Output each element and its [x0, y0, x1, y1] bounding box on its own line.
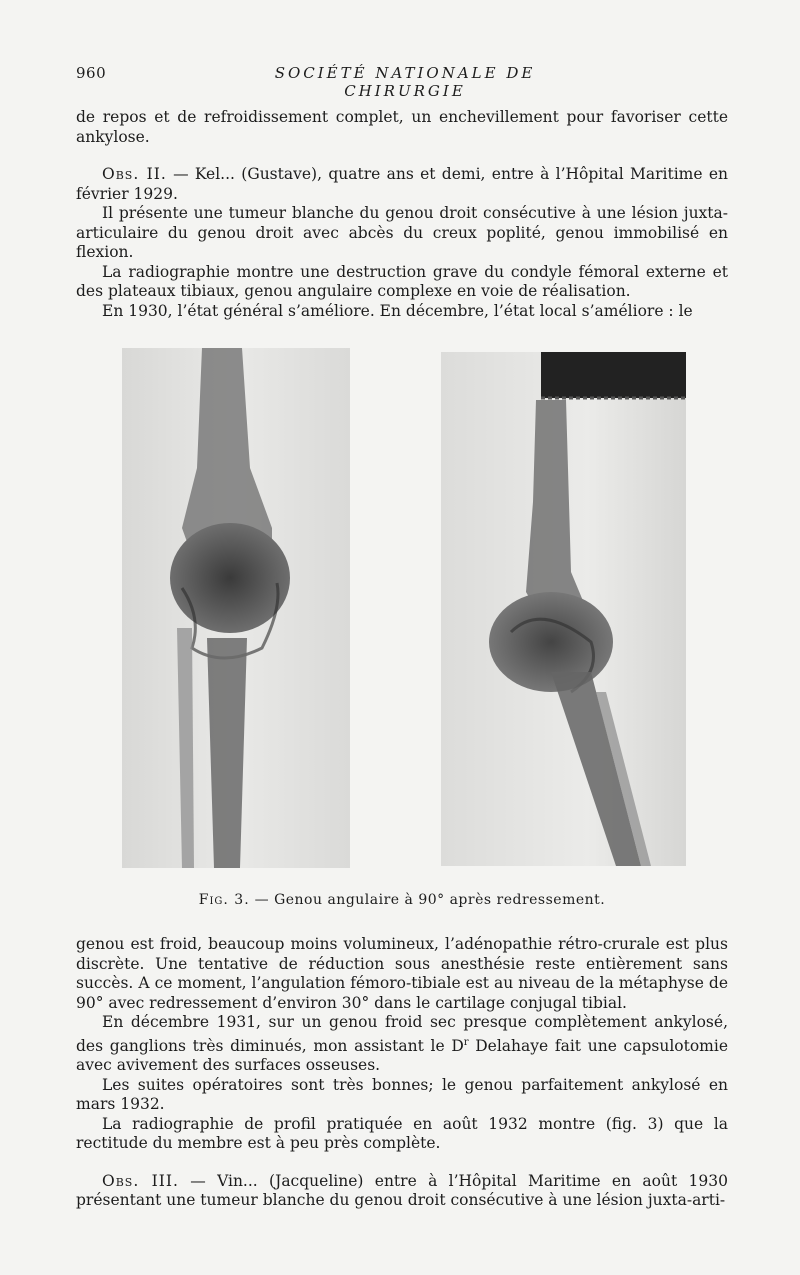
figure-caption-text: — Genou angulaire à 90° après redressement. — [249, 892, 606, 908]
observation-text: — Vin... (Jacqueline) entre à l’Hôpital Maritime en août 1930 présentant une tumeur blanche du genou droit consécutive à une lésion juxta-arti- — [76, 1171, 728, 1210]
paragraph: Les suites opératoires sont très bonnes; le genou parfaitement ankylosé en mars 1932. — [76, 1075, 728, 1114]
superscript: r — [463, 1036, 469, 1048]
paragraph: Il présente une tumeur blanche du genou droit consécutive à une lésion juxta-articulaire du genou droit avec abcès du creux poplité, genou immobilisé en flexion. — [76, 204, 728, 261]
paragraph: genou est froid, beaucoup moins volumineux, l’adénopathie rétro-crurale est plus discrète. Une tentative de réduction sous anesthésie reste entièrement sans succès. A ce moment, l’angulation fémoro-tibiale est au niveau de la métaphyse de 90° avec redressement d’environ 30° dans le cartilage conjugal tibial. — [76, 935, 728, 1012]
paragraph-text: En décembre 1931, sur un genou froid sec presque complètement ankylosé, des ganglions très diminués, mon assistant le D — [76, 1013, 728, 1055]
top-text-block — [76, 108, 728, 321]
paragraph: La radiographie montre une destruction grave du condyle fémoral externe et des plateaux tibiaux, genou angulaire complexe en voie de réalisation. — [76, 262, 728, 300]
bottom-text-block — [76, 935, 728, 1211]
paragraph: La radiographie de profil pratiquée en août 1932 montre (fig. 3) que la rectitude du membre est à peu près complète. — [76, 1114, 728, 1153]
figure-label: Fig. 3. — [198, 892, 250, 908]
observation-paragraph — [76, 1172, 728, 1211]
figure-caption — [76, 892, 728, 908]
paragraph — [76, 1013, 728, 1076]
xray-image-lateral — [441, 352, 686, 866]
page-number: 960 — [76, 64, 107, 82]
label-tape — [541, 352, 686, 398]
paragraph-text: Delahaye fait une capsulotomie avec avivement des surfaces osseuses. — [76, 1036, 729, 1075]
xray-image-frontal — [122, 348, 350, 868]
observation-paragraph — [76, 165, 728, 204]
observation-label: Obs. II. — [102, 165, 167, 183]
paragraph: de repos et de refroidissement complet, un enchevillement pour favoriser cette ankylose. — [76, 108, 728, 146]
paragraph: En 1930, l’état général s’améliore. En décembre, l’état local s’améliore : le — [102, 301, 693, 320]
running-head: SOCIÉTÉ NATIONALE DE CHIRURGIE — [274, 64, 536, 100]
observation-text: — Kel... (Gustave), quatre ans et demi, entre à l’Hôpital Maritime en février 1929. — [76, 165, 728, 203]
observation-label: Obs. III. — [102, 1171, 179, 1190]
